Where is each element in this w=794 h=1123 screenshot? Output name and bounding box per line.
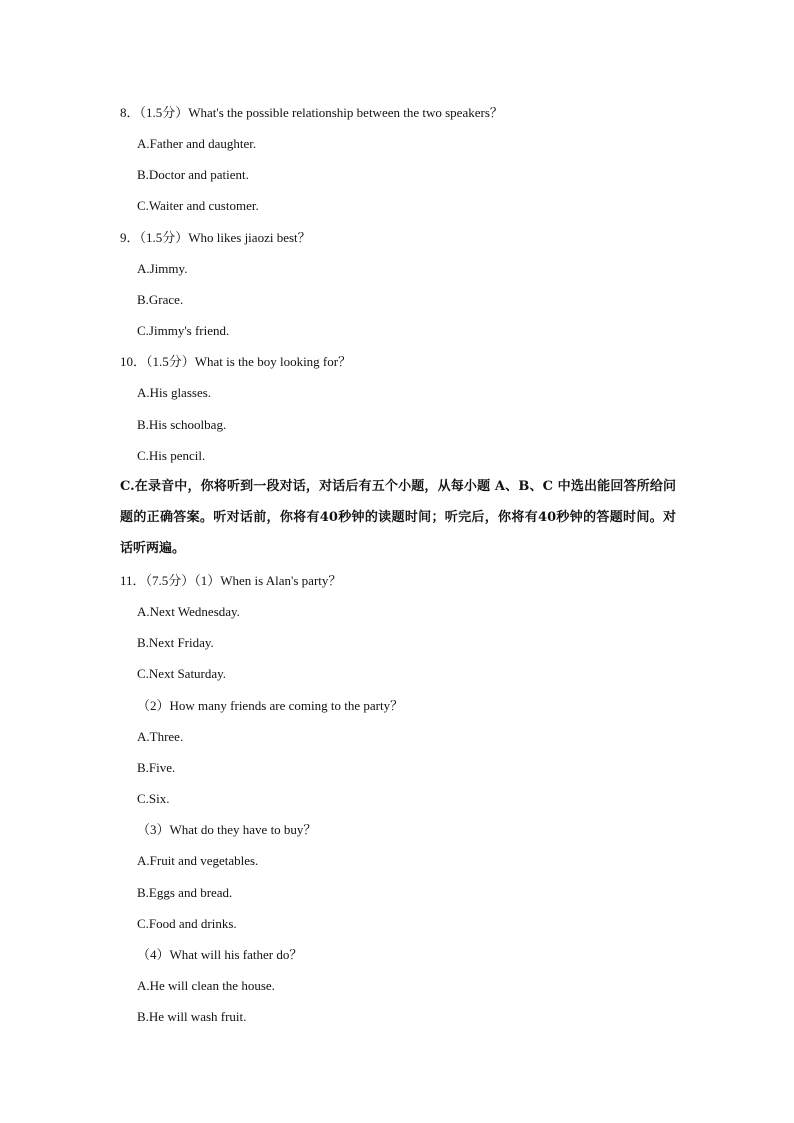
question-8: 8．（1.5分）What's the possible relationship between the two speakers？ <box>120 105 503 120</box>
option-11-3a: A.Fruit and vegetables. <box>137 853 259 868</box>
sub-question-11-2: （2）How many friends are coming to the party？ <box>137 698 404 713</box>
option-11-4b: B.He will wash fruit. <box>137 1009 247 1024</box>
sub-question-11-4: （4）What will his father do？ <box>137 947 303 962</box>
question-10: 10．（1.5分）What is the boy looking for？ <box>120 354 352 369</box>
option-8b: B.Doctor and patient. <box>137 167 249 182</box>
option-10a: A.His glasses. <box>137 385 212 400</box>
option-9c: C.Jimmy's friend. <box>137 323 230 338</box>
option-9b: B.Grace. <box>137 292 184 307</box>
option-11-1b: B.Next Friday. <box>137 635 214 650</box>
option-11-2a: A.Three. <box>137 729 184 744</box>
option-9a: A.Jimmy. <box>137 261 188 276</box>
option-11-2c: C.Six. <box>137 791 170 806</box>
option-11-3c: C.Food and drinks. <box>137 916 237 931</box>
option-8a: A.Father and daughter. <box>137 136 257 151</box>
option-10b: B.His schoolbag. <box>137 417 227 432</box>
option-11-3b: B.Eggs and bread. <box>137 885 233 900</box>
section-c-instructions: C.在录音中，你将听到一段对话，对话后有五个小题，从每小题 A、B、C 中选出能回答所给问题的正确答案。听对话前，你将有40秒钟的读题时间；听完后，你将有40秒钟的答题时间。对话听两遍。 <box>120 479 676 556</box>
option-11-4a: A.He will clean the house. <box>137 978 275 993</box>
sub-question-11-3: （3）What do they have to buy？ <box>137 822 317 837</box>
option-8c: C.Waiter and customer. <box>137 198 259 213</box>
question-11: 11．（7.5分）（1）When is Alan's party？ <box>120 573 342 588</box>
question-9: 9．（1.5分）Who likes jiaozi best？ <box>120 230 311 245</box>
option-10c: C.His pencil. <box>137 448 206 463</box>
option-11-2b: B.Five. <box>137 760 176 775</box>
option-11-1a: A.Next Wednesday. <box>137 604 240 619</box>
option-11-1c: C.Next Saturday. <box>137 666 227 681</box>
